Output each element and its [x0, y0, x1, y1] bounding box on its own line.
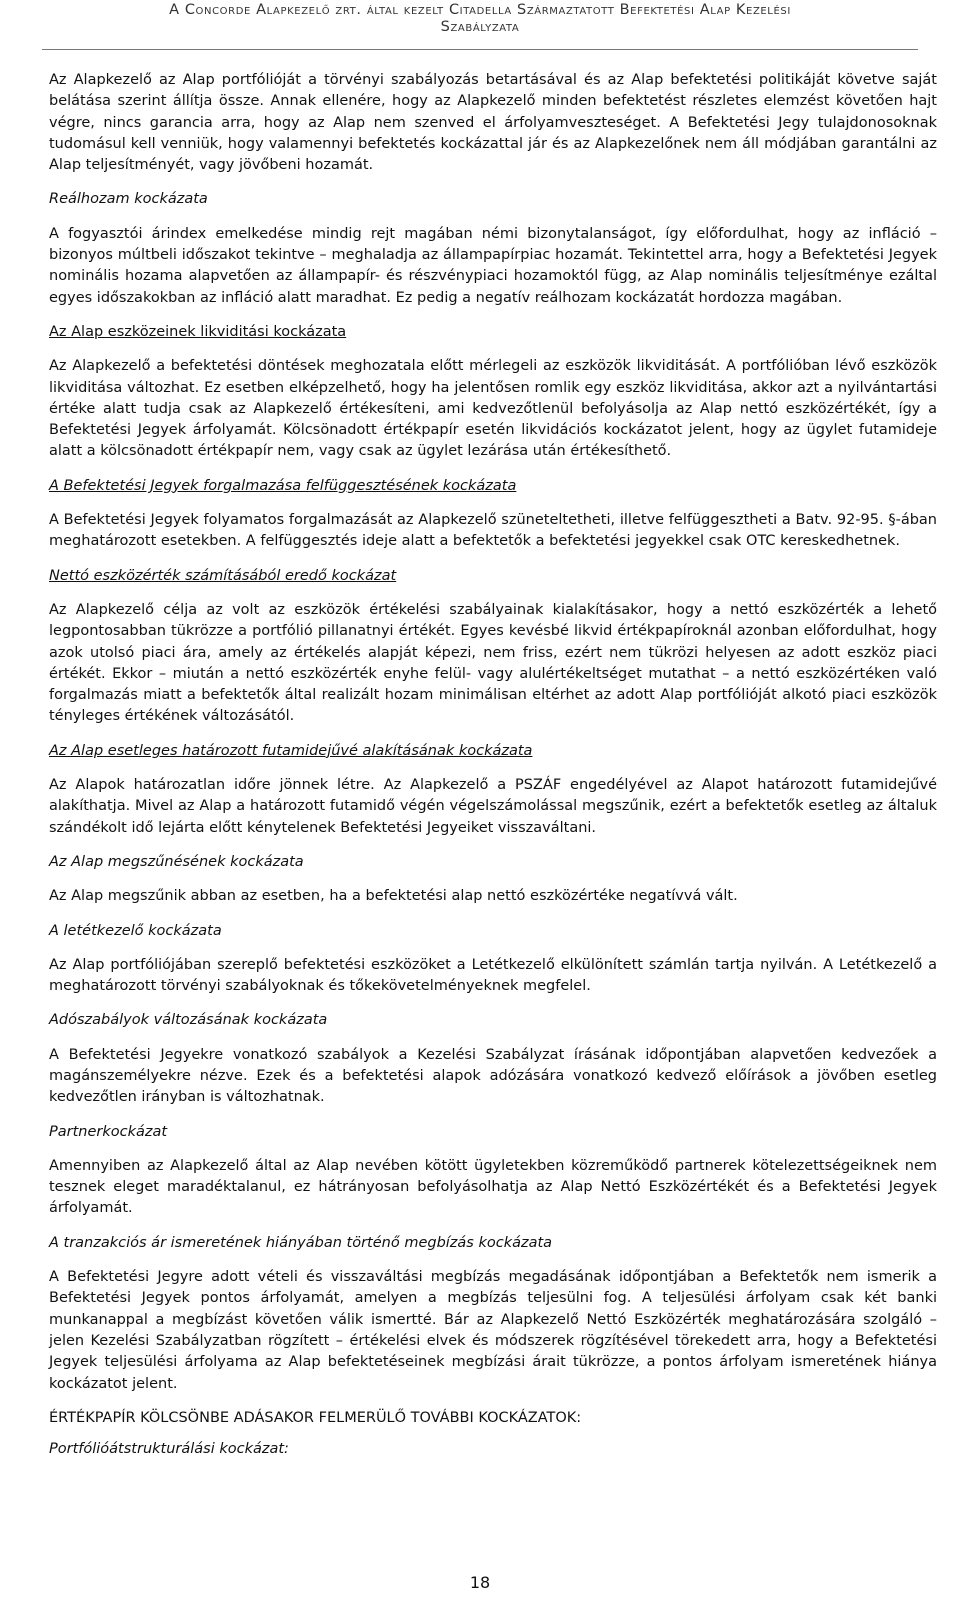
section-heading-liquidity: Az Alap eszközeinek likviditási kockázata	[49, 323, 347, 340]
section-heading-nav: Nettó eszközérték számításából eredő kockázat	[49, 567, 397, 584]
section-heading-suspension: A Befektetési Jegyek forgalmazása felfüggesztésének kockázata	[49, 477, 517, 494]
section-text-nav: Az Alapkezelő célja az volt az eszközök értékelési szabályainak kialakításakor, hogy a nettó eszközérték a lehető legpontosabban tükrözze a portfólió pillanatnyi értékét. Egyes kevésbé likvid értékpapíroknál azonban előfordulhat, hogy azok utolsó piaci ára, amely az értékelés alapját képezi, nem friss, ezért nem tükrözi helyesen az adott eszköz piaci értékét. Ekkor – miután a nettó eszközérték enyhe felül- vagy alulértékeltséget mutathat – a nettó eszközértéken való forgalmazás miatt a befektetők által realizált hozam minimálisan eltérhet az adott Alap portfólióját alkotó piaci eszközök tényleges értékének változásától.	[49, 601, 937, 725]
header-line-1: A Concorde Alapkezelő zrt. által kezelt Citadella Származtatott Befektetési Alap Kezelési	[169, 2, 791, 18]
section-heading-real-yield: Reálhozam kockázata	[49, 191, 208, 208]
section-text-custodian: Az Alap portfóliójában szereplő befektetési eszközöket a Letétkezelő elkülönített számlán tartja nyilván. A Letétkezelő a meghatározott törvényi szabályoknak és tőkekövetelményeknek megfelel.	[49, 956, 937, 995]
section-heading-termination: Az Alap megszűnésének kockázata	[49, 853, 304, 870]
running-header	[24, 2, 936, 36]
section-text-real-yield: A fogyasztói árindex emelkedése mindig rejt magában némi bizonytalanságot, így előfordulhat, hogy az infláció – bizonyos múltbeli időszakot tekintve – meghaladja az állampapírpiac hozamát. Tekintettel arra, hogy a Befektetési Jegyek nominális hozama alapvetően az állampapír- és részvénypiaci hozamoktól függ, az Alap nominális teljesítménye ezáltal egyes időszakokban az infláció alatt maradhat. Ez pedig a negatív reálhozam kockázatát hordozza magában.	[49, 225, 937, 306]
section-heading-partner: Partnerkockázat	[49, 1123, 168, 1140]
section-heading-fixed-term: Az Alap esetleges határozott futamidejűvé alakításának kockázata	[49, 742, 533, 759]
section-text-transaction-price: A Befektetési Jegyre adott vételi és visszaváltási megbízás megadásának időpontjában a Befektetők nem ismerik a Befektetési Jegyek pontos árfolyamát, amelyen a megbízás teljesülni fog. A teljesülési árfolyam csak két banki munkanappal a megbízást követően válik ismertté. Bár az Alapkezelő Nettó Eszközérték meghatározására szolgáló – jelen Kezelési Szabályzatban rögzített – értékelési elvek és módszerek rögzítésével törekedett arra, hogy a Befektetési Jegyek teljesülési árfolyama az Alap befektetéseinek megbízási árait tükrözze, a pontos árfolyam ismeretének hiánya kockázatot jelent.	[49, 1269, 937, 1392]
section-text-termination: Az Alap megszűnik abban az esetben, ha a befektetési alap nettó eszközértéke negatívvá vált.	[49, 888, 738, 905]
section-text-liquidity: Az Alapkezelő a befektetési döntések meghozatala előtt mérlegeli az eszközök likviditását. A portfólióban lévő eszközök likviditása változhat. Ez esetben elképzelhető, hogy ha jelentősen romlik egy eszköz likviditása, akkor azt a nyilvántartási értéke alatt tudja csak az Alapkezelő értékesíteni, ami kedvezőtlenül befolyásolja az Alap nettó eszközértékét, így a Befektetési Jegyek árfolyamát. Kölcsönadott értékpapír esetén likvidációs kockázatot jelent, hogy az ügylet futamideje alatt a kölcsönadott értékpapír nem, vagy csak az ügylet lezárása után értékesíthető.	[49, 358, 937, 460]
section-text-suspension: A Befektetési Jegyek folyamatos forgalmazását az Alapkezelő szüneteltetheti, illetve felfüggesztheti a Batv. 92-95. §-ában meghatározott esetekben. A felfüggesztés ideje alatt a befektetők a befektetési jegyekkel csak OTC kereskedhetnek.	[49, 512, 937, 550]
section-heading-tax: Adószabályok változásának kockázata	[49, 1012, 328, 1029]
section-text-partner: Amennyiben az Alapkezelő által az Alap nevében kötött ügyletekben közreműködő partnerek kötelezettségeiknek nem tesznek eleget maradéktalanul, ez hátrányosan befolyásolhatja az Alap Nettó Eszközértékét és a Befektetési Jegyek árfolyamát.	[49, 1157, 937, 1217]
header-line-2: Szabályzata	[440, 19, 520, 35]
caps-heading-lending-risks: ÉRTÉKPAPÍR KÖLCSÖNBE ADÁSAKOR FELMERÜLŐ TOVÁBBI KOCKÁZATOK:	[49, 1409, 582, 1426]
page-number: 18	[469, 1573, 491, 1592]
section-heading-restructuring: Portfólióátstrukturálási kockázat:	[49, 1441, 289, 1458]
header-divider	[42, 49, 918, 50]
document-body	[49, 70, 937, 1473]
section-heading-custodian: A letétkezelő kockázata	[49, 922, 222, 939]
intro-paragraph: Az Alapkezelő az Alap portfólióját a törvényi szabályozás betartásával és az Alap befektetési politikáját követve saját belátása szerint állítja össze. Annak ellenére, hogy az Alapkezelő minden befektetést részletes elemzést követően hajt végre, nincs garancia arra, hogy az Alap nem szenved el árfolyamveszteséget. A Befektetési Jegy tulajdonosoknak tudomásul kell venniük, hogy valamennyi befektetés kockázattal jár és az Alapkezelőnek nem áll módjában garantálni az Alap teljesítményét, vagy jövőbeni hozamát.	[49, 72, 937, 174]
section-text-fixed-term: Az Alapok határozatlan időre jönnek létre. Az Alapkezelő a PSZÁF engedélyével az Alapot határozott futamidejűvé alakíthatja. Mivel az Alap a határozott futamidő végén végelszámolással megszűnik, ezért a befektetők esetleg az általuk szándékolt idő lejárta előtt kénytelenek Befektetési Jegyeiket visszaváltani.	[49, 777, 937, 836]
section-heading-transaction-price: A tranzakciós ár ismeretének hiányában történő megbízás kockázata	[49, 1234, 553, 1251]
section-text-tax: A Befektetési Jegyekre vonatkozó szabályok a Kezelési Szabályzat írásának időpontjában alapvetően kedvezőek a magánszemélyekre nézve. Ezek és a befektetési alapok adózására vonatkozó kedvező előírások a jövőben esetleg kedvezőtlen irányban is változhatnak.	[49, 1046, 937, 1106]
